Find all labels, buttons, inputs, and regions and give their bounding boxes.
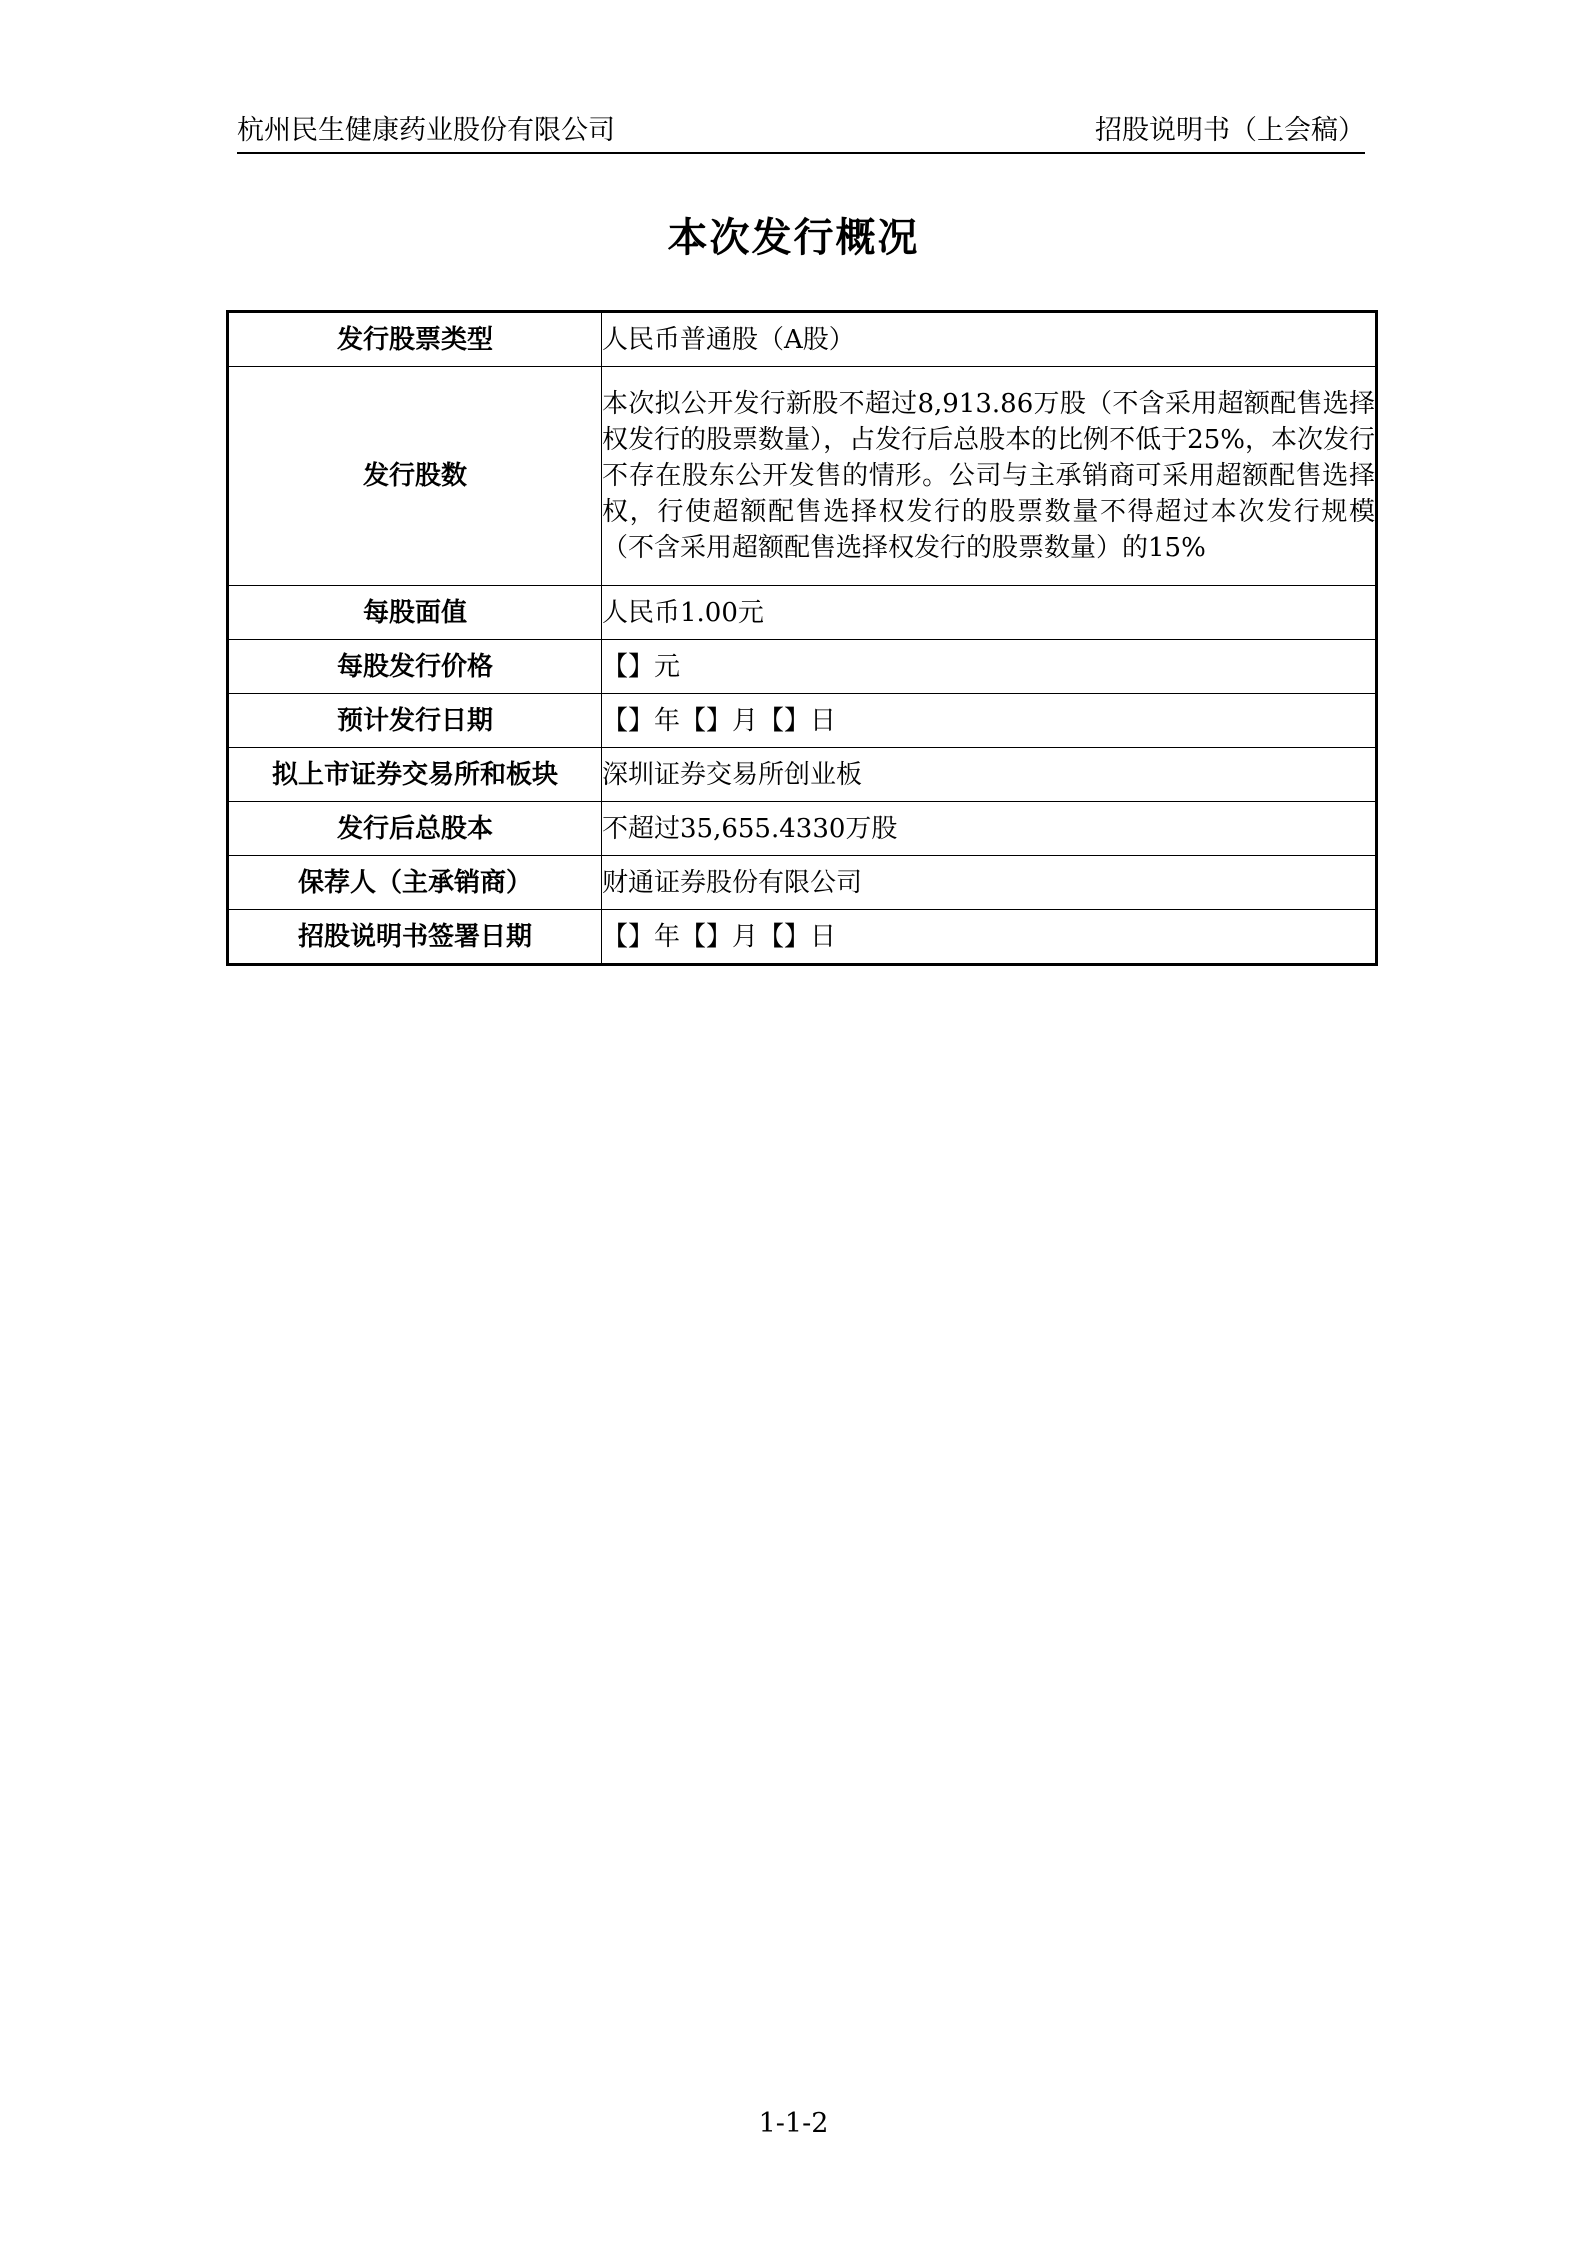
row-value: 不超过35,655.4330万股 (602, 802, 1377, 856)
page-title: 本次发行概况 (667, 215, 920, 261)
offering-overview-table (226, 310, 1378, 966)
page-header (237, 110, 1365, 154)
row-value: 【】年【】月【】日 (602, 694, 1377, 748)
row-value: 人民币普通股（A股） (602, 312, 1377, 367)
row-value: 深圳证券交易所创业板 (602, 748, 1377, 802)
row-label: 预计发行日期 (228, 694, 602, 748)
header-document-type: 招股说明书（上会稿） (1095, 115, 1365, 146)
table-row (228, 910, 1377, 965)
header-company-name: 杭州民生健康药业股份有限公司 (237, 115, 615, 146)
table-row (228, 748, 1377, 802)
table-row (228, 802, 1377, 856)
table-row (228, 367, 1377, 586)
row-value: 【】年【】月【】日 (602, 910, 1377, 965)
row-label: 招股说明书签署日期 (228, 910, 602, 965)
table-row (228, 312, 1377, 367)
row-label: 发行后总股本 (228, 802, 602, 856)
table-row (228, 640, 1377, 694)
row-label: 发行股票类型 (228, 312, 602, 367)
table-row (228, 694, 1377, 748)
row-value: 【】元 (602, 640, 1377, 694)
row-value: 财通证券股份有限公司 (602, 856, 1377, 910)
row-label: 拟上市证券交易所和板块 (228, 748, 602, 802)
table-row (228, 586, 1377, 640)
row-label: 发行股数 (228, 367, 602, 586)
page-number: 1-1-2 (758, 2108, 829, 2139)
table-row (228, 856, 1377, 910)
row-label: 每股面值 (228, 586, 602, 640)
row-value: 人民币1.00元 (602, 586, 1377, 640)
row-label: 每股发行价格 (228, 640, 602, 694)
row-label: 保荐人（主承销商） (228, 856, 602, 910)
row-value: 本次拟公开发行新股不超过8,913.86万股（不含采用超额配售选择权发行的股票数量），占发行后总股本的比例不低于25%，本次发行不存在股东公开发售的情形。公司与主承销商可采用超额配售选择权，行使超额配售选择权发行的股票数量不得超过本次发行规模（不含采用超额配售选择权发行的股票数量）的15% (602, 367, 1377, 586)
